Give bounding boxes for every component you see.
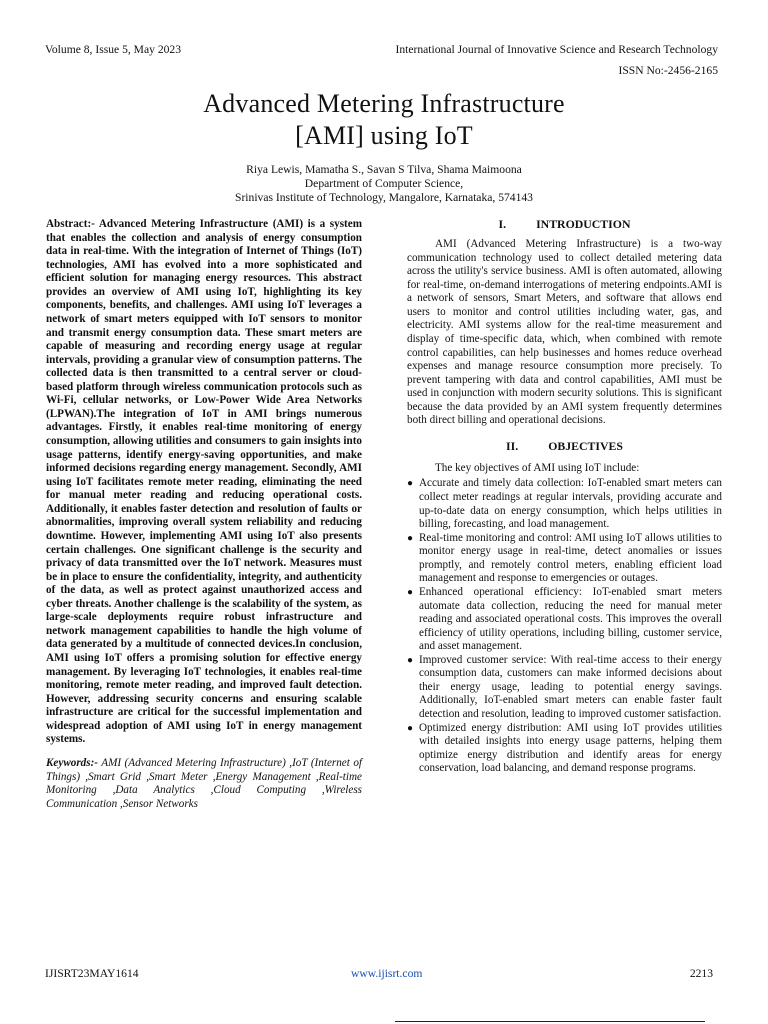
objective-text: Real-time monitoring and control: AMI using IoT allows utilities to monitor energy usage in real-time, detect anomalies or issues promptly, and remotely control meters, enabling efficient load management and response to emergencies or outages. bbox=[419, 531, 722, 585]
paper-title bbox=[0, 88, 768, 152]
list-item bbox=[407, 722, 722, 776]
issn-number: ISSN No:-2456-2165 bbox=[618, 64, 718, 77]
paper-id: IJISRT23MAY1614 bbox=[45, 967, 139, 980]
left-column bbox=[46, 218, 362, 811]
author-department: Department of Computer Science, bbox=[304, 177, 464, 190]
bullet-icon: ● bbox=[407, 532, 414, 544]
abstract-text: Abstract:- Advanced Metering Infrastructure (AMI) is a system that enables the collection and analysis of energy consumption data in real-time. With the integration of Internet of Things (IoT) technologies, AMI has evolved into a more sophisticated and efficient solution for managing energy resources. This abstract provides an overview of AMI using IoT, highlighting its key components, benefits, and challenges. AMI using IoT leverages a network of smart meters equipped with IoT sensors to monitor and transmit energy consumption data. These smart meters are capable of measuring and recording energy usage at regular intervals, providing a granular view of consumption patterns. The collected data is then transmitted to a central server or cloud-based platform through wireless communication protocols such as Wi-Fi, cellular networks, or Low-Power Wide Area Networks (LPWAN).The integration of IoT in AMI brings numerous advantages. Firstly, it enables real-time monitoring of energy consumption, allowing utilities and consumers to gain insights into usage patterns, identify energy-saving opportunities, and make informed decisions regarding energy management. Secondly, AMI using IoT facilitates remote meter reading, eliminating the need for manual meter reading and reducing operational costs. Additionally, it enables faster detection and resolution of faults or abnormalities, improving overall system reliability and reducing downtime. However, implementing AMI using IoT also presents certain challenges. One significant challenge is the security and privacy of data transmitted over the IoT network. Measures must be in place to ensure the confidentiality, integrity, and authenticity of the data, as well as protect against unauthorized access and cyber threats. Another challenge is the scalability of the system, as large-scale deployments require robust infrastructure and network management capabilities to handle the high volume of data generated by a multitude of connected devices.In conclusion, AMI using IoT offers a promising solution for effective energy management. By leveraging IoT technologies, it enables real-time monitoring, remote meter reading, and improved fault detection. However, addressing security concerns and ensuring scalable infrastructure are critical for the successful implementation and widespread adoption of AMI using IoT in energy management systems. bbox=[46, 218, 362, 746]
introduction-number: I. bbox=[498, 217, 507, 231]
objective-text: Enhanced operational efficiency: IoT-enabled smart meters automate data collection, reducing the need for manual meter reading and associated operational costs. This improves the overall efficiency of utility operations, including billing, customer service, and asset management. bbox=[419, 585, 722, 653]
objective-text: Optimized energy distribution: AMI using IoT provides utilities with detailed insights into energy usage patterns, helping them optimize energy distribution and identify areas for energy conservation, load balancing, and demand response programs. bbox=[419, 721, 722, 775]
author-institute: Srinivas Institute of Technology, Mangalore, Karnataka, 574143 bbox=[235, 191, 533, 204]
objective-text: Accurate and timely data collection: IoT-enabled smart meters can collect meter readings at regular intervals, providing accurate and up-to-date data on energy consumption, which helps utilities in billing, forecasting, and load management. bbox=[419, 477, 722, 531]
bullet-icon: ● bbox=[407, 654, 414, 666]
paper-title-line-2: [AMI] using IoT bbox=[295, 121, 473, 150]
right-column bbox=[407, 216, 722, 776]
journal-website-link[interactable]: www.ijisrt.com bbox=[351, 967, 423, 980]
bullet-icon: ● bbox=[407, 586, 414, 598]
paper-title-line-1: Advanced Metering Infrastructure bbox=[203, 89, 565, 118]
introduction-paragraph: AMI (Advanced Metering Infrastructure) is a two-way communication technology used to collect detailed metering data across the utility's service business. AMI is often automated, allowing for real-time, on-demand interrogations of metering endpoints.AMI is a network of sensors, Smart Meters, and software that allows end users to monitor and control utilities including water, gas, and electricity. AMI systems allow for the real-time measurement and display of time-specific data, which, when combined with remote control capabilities, can help businesses and homes reduce overhead expenses and manage resource consumption more precisely. To prevent tampering with data and control capabilities, AMI must be used in conjunction with modern security solutions. This is significant because the data provided by an AMI system frequently determines both direct billing and operational decisions. bbox=[407, 238, 722, 427]
page-number: 2213 bbox=[689, 967, 713, 980]
objectives-heading bbox=[407, 438, 722, 454]
list-item bbox=[407, 532, 722, 586]
list-item bbox=[407, 477, 722, 531]
journal-name: International Journal of Innovative Science and Research Technology bbox=[395, 43, 718, 56]
bullet-icon: ● bbox=[407, 478, 414, 490]
objective-text: Improved customer service: With real-time access to their energy consumption data, customers can make informed decisions about their energy usage, leading to potential energy savings. Additionally, IoT-enabled smart meters can enable faster fault detection and resolution, leading to improved customer satisfaction. bbox=[419, 653, 722, 720]
introduction-title: INTRODUCTION bbox=[536, 217, 631, 231]
list-item bbox=[407, 654, 722, 722]
keywords-paragraph bbox=[46, 757, 362, 811]
objectives-title: OBJECTIVES bbox=[548, 438, 623, 453]
keywords-text: AMI (Advanced Metering Infrastructure) ,IoT (Internet of Things) ,Smart Grid ,Smart Meter ,Energy Management ,Real-time Monitoring ,Data Analytics ,Cloud Computing ,Wireless Communication ,Sensor Networks bbox=[46, 756, 362, 810]
list-item bbox=[407, 586, 722, 654]
footer-divider bbox=[395, 1021, 705, 1022]
volume-issue: Volume 8, Issue 5, May 2023 bbox=[45, 43, 182, 56]
bullet-icon: ● bbox=[407, 722, 414, 734]
objectives-list bbox=[407, 477, 722, 775]
objectives-intro: The key objectives of AMI using IoT include: bbox=[435, 461, 640, 474]
objectives-number: II. bbox=[506, 438, 519, 453]
author-block bbox=[0, 163, 768, 205]
introduction-heading bbox=[407, 216, 722, 232]
author-names: Riya Lewis, Mamatha S., Savan S Tilva, Shama Maimoona bbox=[246, 163, 522, 176]
keywords-label: Keywords:- bbox=[46, 756, 98, 769]
